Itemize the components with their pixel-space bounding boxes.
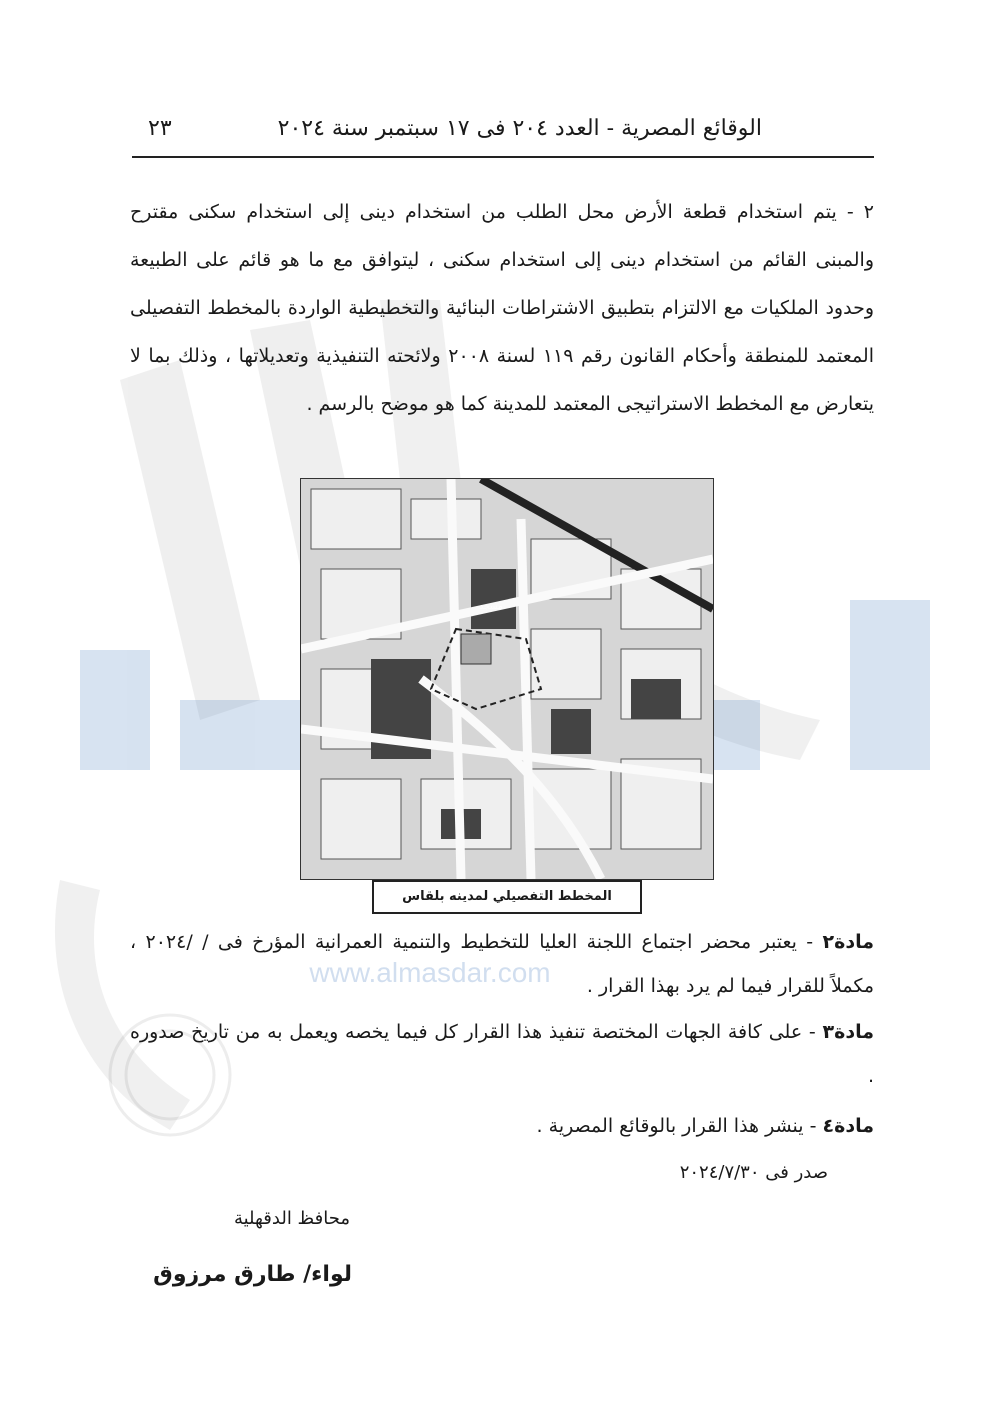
article-4-text: - ينشر هذا القرار بالوقائع المصرية .	[536, 1115, 823, 1137]
article-3	[130, 1010, 874, 1098]
map-drawing	[301, 479, 713, 879]
watermark-url: www.almasdar.com	[309, 957, 551, 988]
signatory-title: محافظ الدقهلية	[233, 1208, 350, 1229]
article-4	[130, 1104, 874, 1148]
issue-date: صدر فى ٢٠٢٤/٧/٣٠	[679, 1162, 828, 1183]
detailed-plan-map	[300, 478, 714, 880]
article-3-text: - على كافة الجهات المختصة تنفيذ هذا القرار كل فيما يخصه ويعمل به من تاريخ صدوره .	[130, 1021, 874, 1087]
map-parcel-label: مسجد	[479, 602, 503, 612]
decision-item-2: ٢ - يتم استخدام قطعة الأرض محل الطلب من استخدام دينى إلى استخدام سكنى مقترح والمبنى القائم من استخدام دينى إلى استخدام سكنى ، ليتوافق مع ما هو قائم على الطبيعة وحدود الملكيات مع الالتزام بتطبيق الاشتراطات البنائية والتخطيطية الواردة بالمخطط التفصيلى المعتمد للمنطقة وأحكام القانون رقم ١١٩ لسنة ٢٠٠٨ ولائحته التنفيذية وتعديلاتها ، وذلك بما لا يتعارض مع المخطط الاستراتيجى المعتمد للمدينة كما هو موضح بالرسم .	[130, 201, 875, 415]
article-2	[130, 920, 874, 1008]
page-number: ٢٣	[148, 116, 172, 141]
article-4-label: مادة٤	[822, 1115, 874, 1137]
article-2-label: مادة٢	[822, 931, 875, 953]
gazette-title: الوقائع المصرية - العدد ٢٠٤ فى ١٧ سبتمبر سنة ٢٠٢٤	[277, 116, 762, 141]
map-caption: المخطط التفصيلي لمدينه بلقاس	[372, 880, 642, 914]
article-2-text: - يعتبر محضر اجتماع اللجنة العليا للتخطيط والتنمية العمرانية المؤرخ فى / /٢٠٢٤ ، مكملاً للقرار فيما لم يرد بهذا القرار .	[130, 931, 874, 997]
signatory-name: لواء/ طارق مرزوق	[153, 1262, 352, 1287]
article-3-label: مادة٣	[822, 1021, 874, 1043]
page-header	[132, 112, 874, 158]
